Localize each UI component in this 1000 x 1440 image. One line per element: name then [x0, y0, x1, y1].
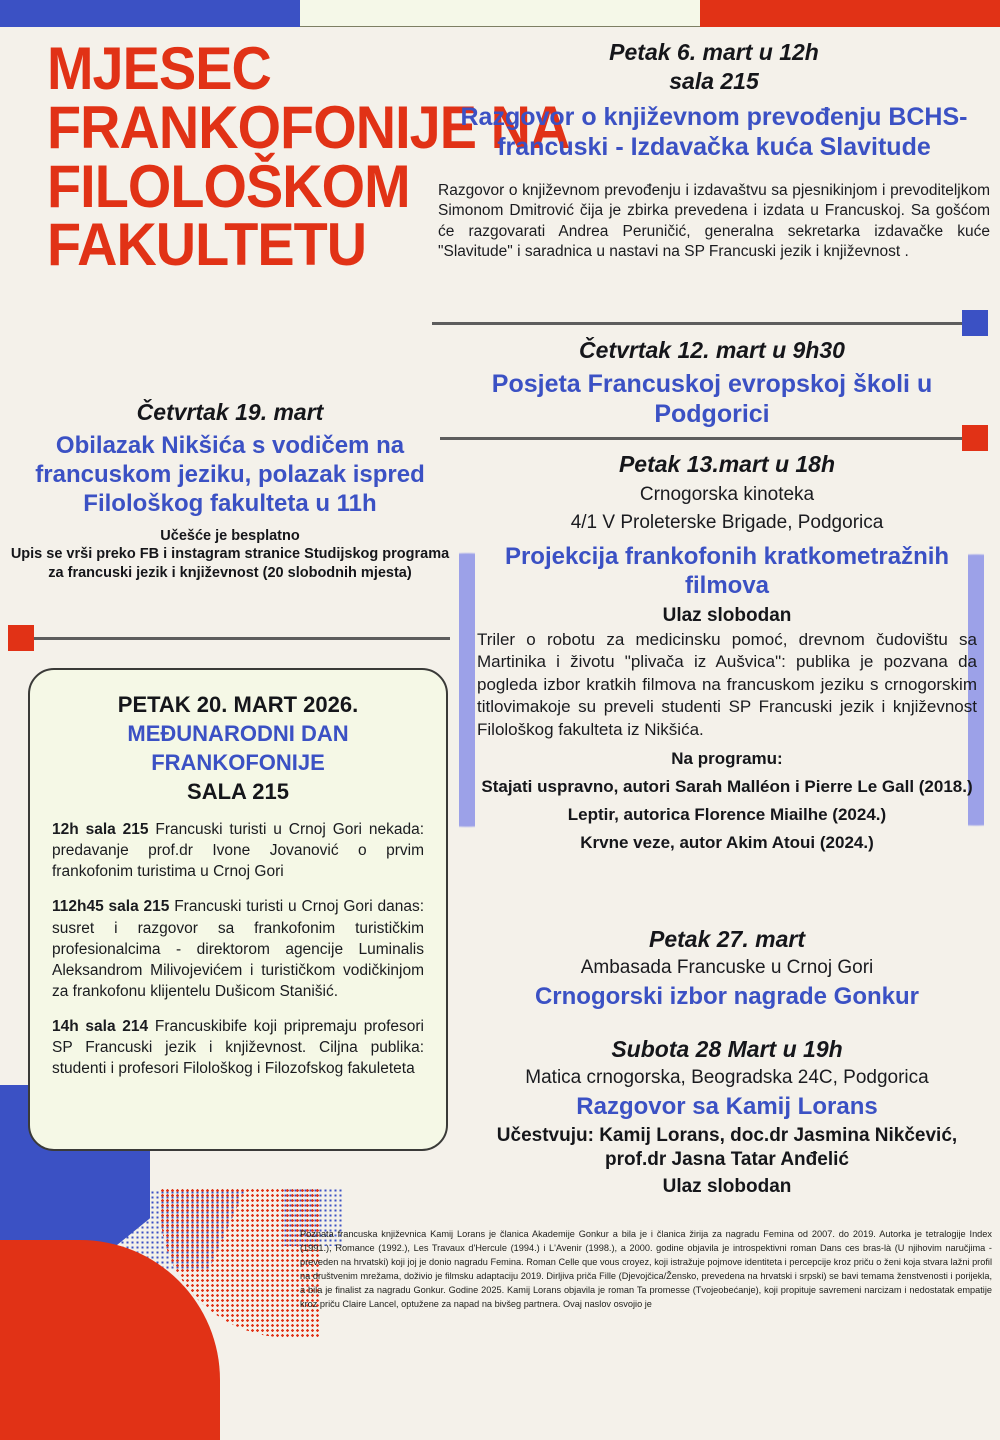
card-room: SALA 215 [187, 779, 289, 805]
card-program-item [52, 819, 424, 882]
title-line-4: FAKULTETU [47, 211, 367, 279]
event-date: Petak 27. mart [649, 926, 805, 952]
event-march-19 [6, 398, 454, 583]
event-date: Petak 13.mart u 18h [618, 451, 836, 477]
decorative-vertical-strip-left [459, 464, 475, 916]
event-room: sala 215 [669, 67, 759, 94]
divider-line-left [30, 637, 450, 640]
event-participants: Učestvuju: Kamij Lorans, doc.dr Jasmina Nikčević, prof.dr Jasna Tatar Anđelić [496, 1124, 958, 1171]
film-program-label: Na programu: [671, 748, 783, 768]
card-date: PETAK 20. MART 2026. [117, 692, 359, 717]
event-venue: Ambasada Francuske u Crnoj Gori [580, 956, 874, 978]
decorative-red-square-left [8, 625, 34, 651]
card-heading: MEĐUNARODNI DAN FRANKOFONIJE [127, 721, 349, 775]
event-heading: Projekcija frankofonih kratkometražnih filmova [504, 543, 950, 600]
event-free-label: Ulaz slobodan [662, 604, 792, 626]
event-registration-note: Upis se vrši preko FB i instagram stranice Studijskog programa za francuski jezik i književnost (20 slobodnih mjesta) [10, 546, 450, 582]
card-program-item [52, 896, 424, 1001]
card-item-time: 12h sala 215 [52, 821, 149, 839]
event-address: 4/1 V Proleterske Brigade, Podgorica [570, 512, 884, 534]
event-heading: Razgovor o književnom prevođenju BCHS- francuski - Izdavačka kuća Slavitude [460, 102, 968, 161]
event-march-6 [438, 38, 990, 263]
card-item-text: Francuskibife koji pripremaju profesori SP Francuski jezik i književnost. Ciljna publika: studenti i profesori Filološkog i Filozofskog fakuleteta [52, 1017, 424, 1077]
flag-red-band [700, 0, 1000, 27]
event-free-label: Učešće je besplatno [160, 527, 300, 544]
event-heading: Razgovor sa Kamij Lorans [576, 1093, 878, 1121]
title-line-2: FRANKOFONIJE NA [47, 93, 570, 161]
event-heading: Crnogorski izbor nagrade Gonkur [534, 983, 920, 1011]
flag-blue-band [0, 0, 300, 27]
event-date: Petak 6. mart u 12h [609, 39, 819, 65]
event-march-28 [477, 1035, 977, 1200]
event-heading: Posjeta Francuskoj evropskoj školi u Podgorici [491, 369, 933, 429]
event-description: Triler o robotu za medicinsku pomoć, drevnom čudovištu sa Martinika i životu "plivača iz Aušvica": publika je pozvana da pogleda izbor kratkih filmova na francuskom jeziku s crnogorskim titlovimakoje su preveli studenti SP Francuski jezik i književnost Filološkog fakulteta iz Nikšića. [477, 629, 977, 740]
event-date: Četvrtak 12. mart u 9h30 [579, 337, 845, 363]
event-date: Četvrtak 19. mart [136, 399, 324, 425]
event-march-13-film [477, 450, 977, 854]
international-francophonie-day-card [28, 668, 448, 1151]
card-program-item [52, 1016, 424, 1079]
decorative-blue-square [962, 310, 988, 336]
film-program-item-2: Leptir, autorica Florence Miailhe (2024.) [567, 804, 887, 824]
event-free-label: Ulaz slobodan [662, 1176, 792, 1198]
footer-paragraph: Poznata francuska književnica Kamij Lorans je članica Akademije Gonkur a bila je i članica žirija za nagradu Femina od 2007. do 2019. Autorka je tetralogije Index (1991.), Romance (1992.), Les Travaux d'Hercule (1994.) i L'Avenir (1998.), a 2000. godine objavila je introspektivni roman Dans ces bras-là (U njihovim naručjima - preveden na hrvatski) koji joj je donio nagradu Femina. Roman Celle que vous croyez, koji istražuje pojmove identiteta i percepcije kroz priču o ženi koja stvara lažni profil na društvenim mrežama, doživio je filmsku adaptaciju 2019. Dirljiva priča Fille (Djevojčica/Žensko, prevedena na hrvatski i srpski) se bavi temama ženstvenosti i porijekla, a bila je finalist za nagradu Gonkur. Godine 2025. Kamij Lorans objavila je roman Ta promesse (Tvojeobećanje), koji propituje savremeni narcizam i nedostatak empatije kroz priču Claire Lancel, optužene za napad na bivšeg partnera. Ovaj naslov osvojio je [300, 1229, 992, 1309]
event-venue: Matica crnogorska, Beogradska 24C, Podgorica [525, 1066, 929, 1088]
film-program-item-1: Stajati uspravno, autori Sarah Malléon i Pierre Le Gall (2018.) [481, 776, 973, 796]
event-venue: Crnogorska kinoteka [639, 483, 815, 505]
card-item-text: Francuski turisti u Crnoj Gori danas: susret i razgovor sa frankofonim turističkim profesionalcima - direktorom agencije Luminalis Aleksandrom Milivojevićem i turističkom vodičkinjom za frankofonu klijentelu Dušicom Stanišić. [52, 898, 424, 1000]
flag-white-band [300, 0, 700, 27]
author-biography-footer [300, 1228, 992, 1312]
event-date: Subota 28 Mart u 19h [611, 1036, 843, 1062]
title-line-1: MJESEC [47, 35, 271, 102]
event-heading: Obilazak Nikšića s vodičem na francuskom jeziku, polazak ispred Filološkog fakulteta u 11h [35, 431, 425, 518]
card-item-text: Francuski turisti u Crnoj Gori nekada: predavanje prof.dr Ivone Jovanović o prvim frankofonim turistima u Crnoj Gori [52, 821, 425, 881]
film-program-item-3: Krvne veze, autor Akim Atoui (2024.) [580, 832, 874, 852]
event-march-12 [432, 336, 992, 430]
event-march-27 [477, 925, 977, 1012]
divider-line-top [432, 322, 968, 325]
title-line-3: FILOLOŠKOM [47, 152, 410, 220]
card-item-time: 112h45 sala 215 [52, 898, 170, 916]
card-item-time: 14h sala 214 [52, 1017, 149, 1035]
divider-line-middle [440, 437, 968, 440]
event-description: Razgovor o književnom prevođenju i izdavaštvu sa pjesnikinjom i prevoditeljkom Simonom Dmitrović čija je zbirka prevedena i izdata u Francuskoj. Sa gošćom će razgovarati Andrea Peruničić, generalna sekretarka izdavačke kuće "Slavitude" i saradnica u nastavi na SP Francuski jezik i književnost . [438, 181, 990, 261]
french-flag-bar [0, 0, 1000, 27]
